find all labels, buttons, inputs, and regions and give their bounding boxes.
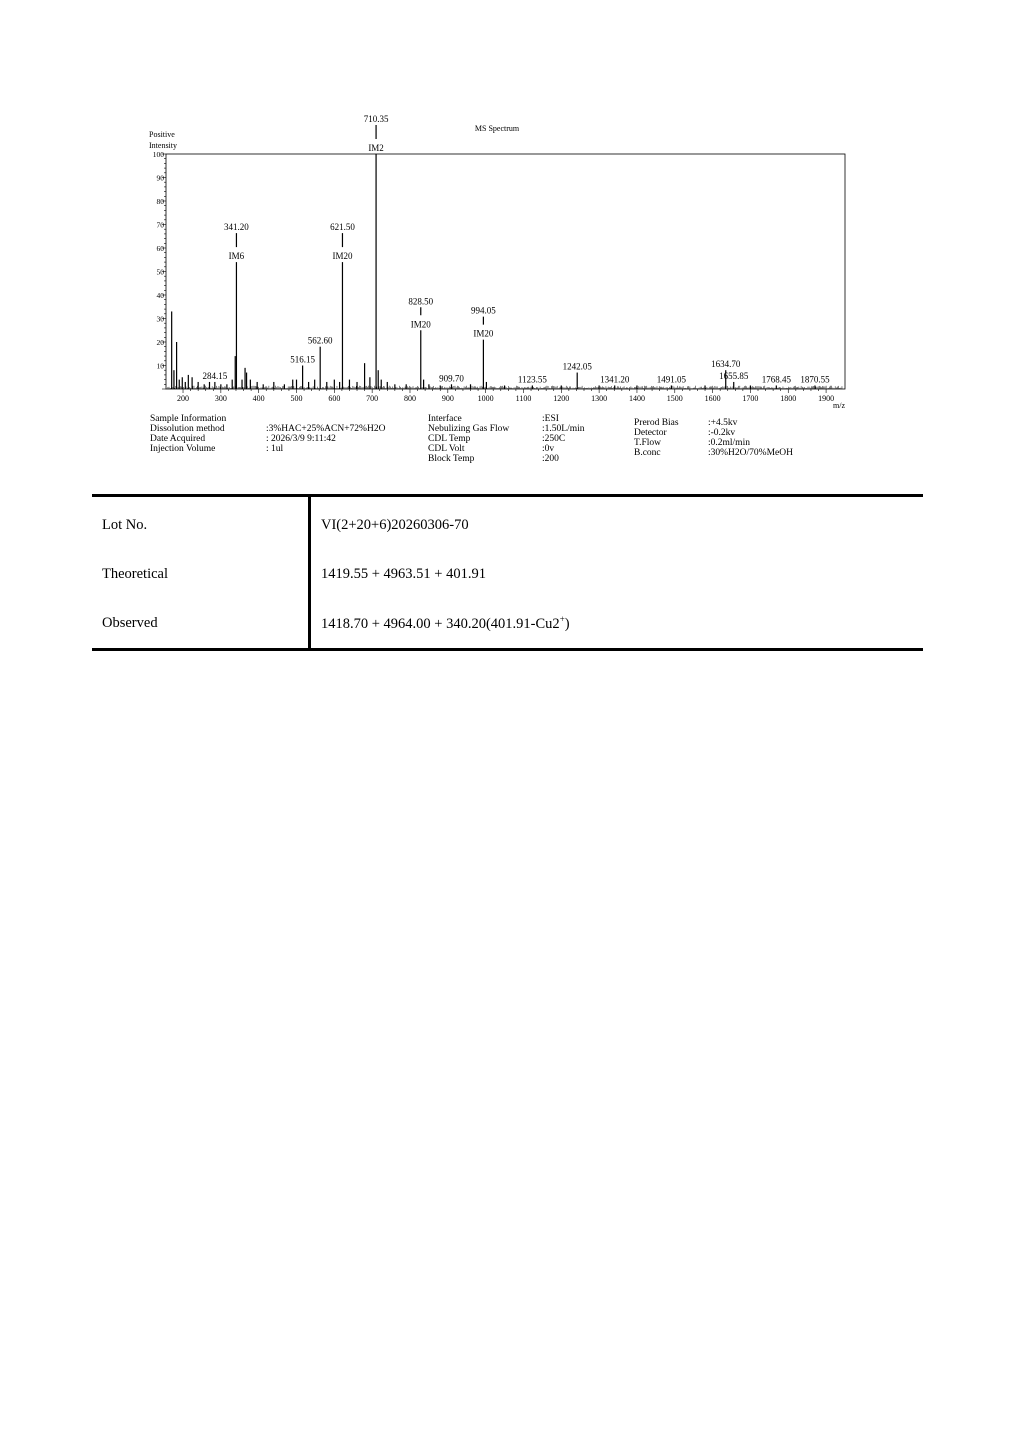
y-tick-label: 40 [156,291,164,300]
peak-ion-label: IM2 [368,143,384,153]
sample-info-value-date: : 2026/3/9 9:11:42 [266,434,336,444]
detector-info-labels [634,418,679,458]
instrument-value-gas-flow: :1.50L/min [542,424,585,434]
y-tick-label: 10 [156,361,164,371]
peak-mz-label: 909.70 [439,373,464,384]
peak-mz-label: 1491.05 [656,374,687,385]
detector-value-detector: :-0.2kv [708,428,736,438]
y-tick-label: 30 [156,314,164,324]
sample-information-header: Sample Information [150,414,227,424]
x-tick-label: 1900 [818,394,835,403]
row-label-observed: Observed [92,599,310,650]
peak-mz-label: 994.05 [471,305,496,316]
row-label-lot: Lot No. [92,496,310,551]
y-tick-label: 70 [156,220,164,230]
chart-title: MS Spectrum [474,124,520,133]
x-tick-label: 1600 [704,394,721,403]
row-value-theoretical: 1419.55 + 4963.51 + 401.91 [321,566,486,582]
sample-information-block [150,414,226,454]
peak-labels [202,114,830,384]
x-tick-label: 500 [290,394,303,403]
ms-spectrum-chart [0,0,1024,480]
instrument-info-values [542,414,585,464]
instrument-value-interface: :ESI [542,414,559,424]
instrument-value-cdl-temp: :250C [542,434,566,444]
peak-mz-label: 1768.45 [761,374,791,385]
x-tick-label: 300 [214,394,227,403]
instrument-label-interface: Interface [428,414,462,424]
peak-mz-label: 828.50 [408,296,434,307]
sample-info-value-volume: : 1ul [266,444,284,454]
peak-mz-label: 516.15 [290,354,315,365]
x-tick-label: 1000 [477,394,494,403]
peak-mz-label: 1870.55 [800,374,830,385]
x-tick-label: 200 [177,394,190,403]
sample-info-label-date: Date Acquired [150,434,206,444]
x-tick-label: 600 [328,394,341,403]
x-tick-label: 1800 [780,394,797,403]
peak-mz-label: 1123.55 [517,374,547,385]
observed-value-suffix: ) [564,615,570,632]
row-label-theoretical: Theoretical [92,550,310,599]
instrument-value-cdl-volt: :0v [542,444,555,454]
detector-label-prerod-bias: Prerod Bias [634,418,679,428]
y-axis-label-line2: Intensity [149,141,177,150]
x-tick-label: 1200 [553,394,570,403]
x-tick-label: 1500 [666,394,683,403]
x-tick-label: 1100 [515,394,532,403]
peak-mz-label: 341.20 [224,222,249,233]
table-row [92,550,923,599]
detector-label-tflow: T.Flow [634,438,662,448]
y-tick-label: 60 [156,244,164,253]
y-tick-label: 90 [156,173,164,183]
x-axis-label: m/z [833,401,845,410]
detector-info-values [708,418,793,458]
instrument-value-block-temp: :200 [542,454,559,464]
instrument-label-cdl-volt: CDL Volt [428,444,465,454]
x-tick-label: 800 [403,394,416,403]
detector-value-prerod-bias: :+4.5kv [708,418,738,428]
y-tick-label: 50 [156,267,164,277]
row-value-lot: VI(2+20+6)20260306-70 [321,517,469,533]
detector-label-detector: Detector [634,428,667,438]
peak-mz-label: 1655.85 [719,370,749,381]
instrument-info-labels [428,414,509,464]
peak-mz-label: 1634.70 [711,359,741,370]
x-tick-label: 900 [441,394,454,403]
peak-mz-label: 562.60 [307,335,333,346]
results-table [92,494,923,651]
plot-frame [166,154,845,389]
peak-ion-label: IM6 [228,251,245,262]
y-tick-label: 100 [152,150,164,159]
x-tick-label: 1700 [742,394,759,403]
y-tick-label: 80 [156,197,164,206]
sample-info-label-dissolution: Dissolution method [150,424,225,434]
detector-label-bconc: B.conc [634,448,661,458]
observed-superscript: + [559,614,565,625]
detector-value-bconc: :30%H2O/70%MeOH [708,448,793,458]
peak-mz-label: 1341.20 [600,374,630,385]
sample-info-value-dissolution: :3%HAC+25%ACN+72%H2O [266,424,386,434]
sample-info-label-volume: Injection Volume [150,444,216,454]
peak-mz-label: 621.50 [330,222,355,233]
peak-ion-label: IM20 [473,328,494,339]
peak-series [168,125,842,389]
peak-ion-label: IM20 [410,319,431,330]
peak-mz-label: 284.15 [202,370,228,381]
x-tick-label: 1400 [628,394,645,403]
y-axis-label-line1: Positive [149,130,175,139]
sample-information-values [266,424,385,454]
observed-value-text: 1418.70 + 4964.00 + 340.20(401.91-Cu2 [321,615,560,632]
peak-mz-label: 1242.05 [562,361,592,372]
x-tick-label: 1300 [591,394,608,403]
instrument-label-block-temp: Block Temp [428,454,475,464]
table-row [92,496,923,551]
instrument-label-gas-flow: Nebulizing Gas Flow [428,424,510,434]
x-tick-label: 400 [252,394,265,403]
detector-value-tflow: :0.2ml/min [708,438,750,448]
peak-mz-label: 710.35 [363,114,389,124]
x-tick-label: 700 [366,394,379,403]
instrument-label-cdl-temp: CDL Temp [428,434,471,444]
table-row [92,599,923,650]
row-value-observed [310,599,924,650]
y-tick-label: 20 [156,338,164,347]
peak-ion-label: IM20 [332,251,353,262]
